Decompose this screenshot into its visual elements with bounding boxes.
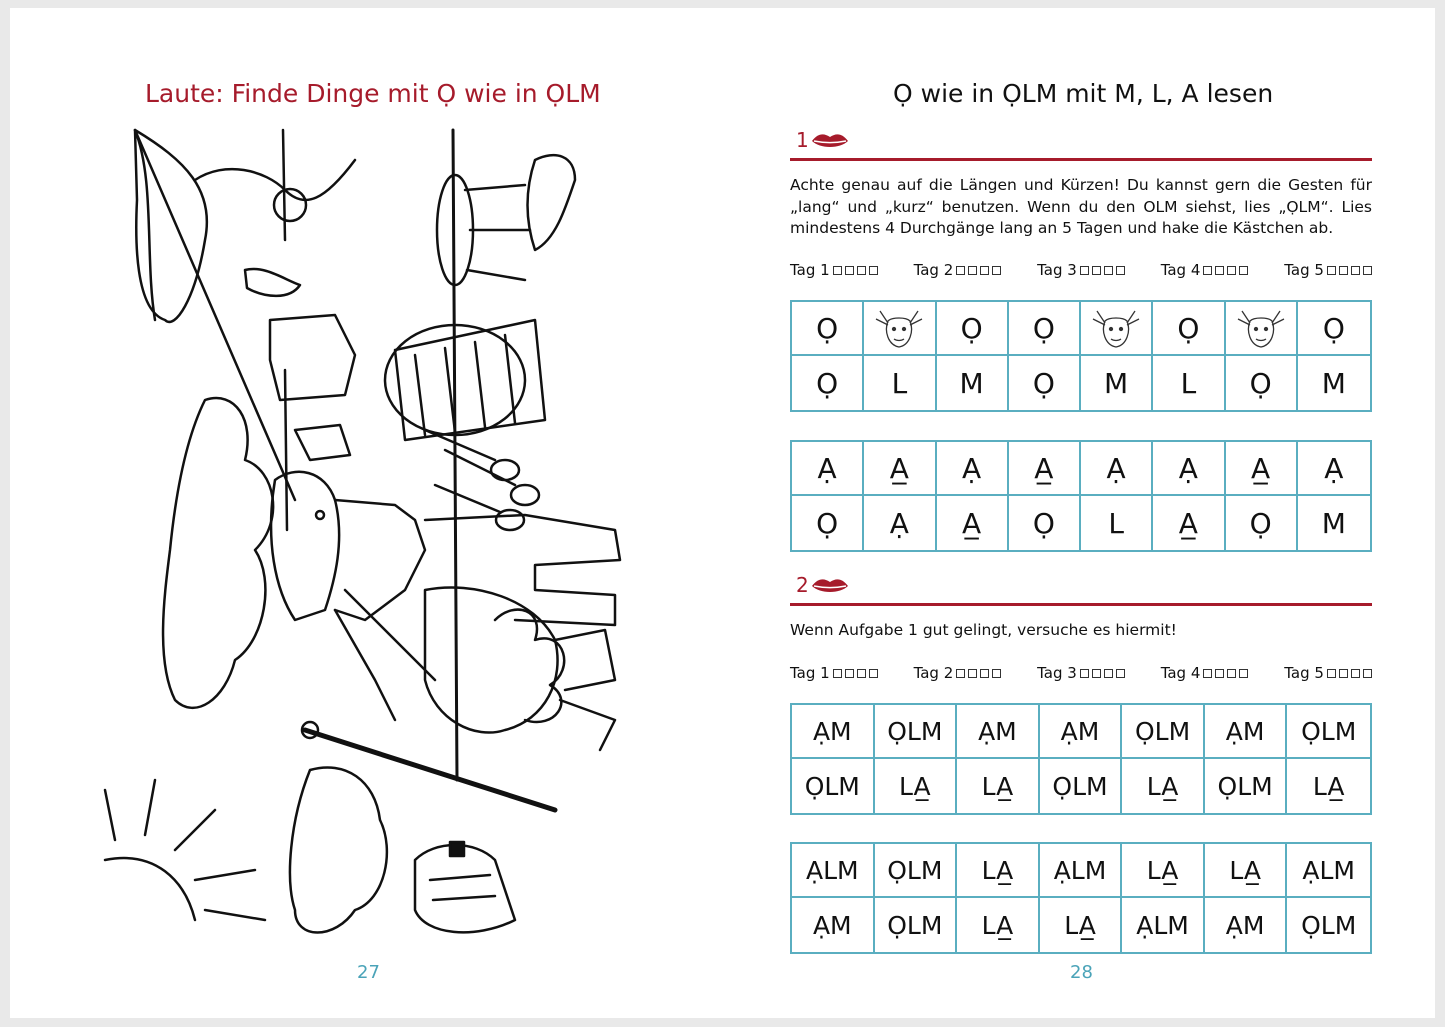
grid-cell: ỌLM	[792, 759, 875, 813]
checkbox[interactable]	[857, 266, 866, 275]
day-label: Tag 3	[1037, 261, 1077, 279]
day-label: Tag 5	[1284, 261, 1324, 279]
grid-cell: Ọ	[1009, 302, 1081, 356]
checkbox[interactable]	[1351, 266, 1360, 275]
checkbox[interactable]	[833, 669, 842, 678]
day-3-checkboxes	[1037, 664, 1125, 682]
checkbox[interactable]	[1327, 266, 1336, 275]
day-1-checkboxes	[790, 261, 878, 279]
axolotl-head-icon	[872, 305, 926, 351]
checkbox[interactable]	[1363, 266, 1372, 275]
grid-cell: Ọ	[792, 356, 864, 410]
grid-cell: ỌLM	[1040, 759, 1123, 813]
day-label: Tag 1	[790, 664, 830, 682]
camp-scene-illustration	[95, 120, 655, 950]
section-1-number: 1	[796, 128, 809, 152]
checkbox[interactable]	[869, 669, 878, 678]
grid-cell: LA̲	[875, 759, 958, 813]
checkbox[interactable]	[1239, 669, 1248, 678]
checkbox[interactable]	[869, 266, 878, 275]
day-label: Tag 3	[1037, 664, 1077, 682]
right-page-number: 28	[1070, 962, 1093, 983]
grid-cell: ỌLM	[1301, 910, 1357, 940]
axolotl-head-icon	[1089, 305, 1143, 351]
day-label: Tag 2	[913, 664, 954, 682]
grid-cell-olm	[1081, 302, 1153, 356]
checkbox[interactable]	[845, 266, 854, 275]
grid-cell: L	[864, 356, 936, 410]
grid-cell: Ạ	[864, 496, 936, 550]
checkbox[interactable]	[980, 669, 989, 678]
day-2-checkboxes	[914, 261, 1002, 279]
grid-cell: ỌLM	[875, 898, 958, 952]
checkbox[interactable]	[1327, 669, 1336, 678]
grid-cell: Ọ	[1009, 496, 1081, 550]
grid-cell: Ọ	[792, 302, 864, 356]
grid-cell: Ọ	[1226, 496, 1298, 550]
grid-cell: ỌLM	[1287, 705, 1370, 759]
grid-cell: M	[1321, 366, 1346, 400]
checkbox[interactable]	[1116, 669, 1125, 678]
checkbox[interactable]	[1203, 266, 1212, 275]
grid-cell: Ạ	[792, 442, 864, 496]
grid-cell: Ạ	[937, 442, 1009, 496]
day-5-checkboxes	[1284, 664, 1372, 682]
grid-cell: LA̲	[1312, 771, 1345, 801]
grid-cell: Ọ	[1009, 356, 1081, 410]
grid-cell: LA̲	[1205, 844, 1288, 898]
grid-cell: ẠM	[792, 705, 875, 759]
checkbox[interactable]	[968, 266, 977, 275]
checkbox[interactable]	[1351, 669, 1360, 678]
checkbox[interactable]	[980, 266, 989, 275]
grid-cell: Ọ	[1153, 302, 1225, 356]
grid-cell: ỌLM	[875, 844, 958, 898]
checkbox[interactable]	[1339, 266, 1348, 275]
grid-cell: A̲	[1226, 442, 1298, 496]
day-3-checkboxes	[1037, 261, 1125, 279]
grid-cell: Ạ	[1081, 442, 1153, 496]
grid-cell: A̲	[864, 442, 936, 496]
checkbox[interactable]	[956, 266, 965, 275]
grid-cell: L	[1081, 496, 1153, 550]
grid-cell: ẠLM	[1122, 898, 1205, 952]
day-label: Tag 2	[913, 261, 954, 279]
section-1-day-checklist	[790, 261, 1372, 279]
day-label: Tag 5	[1284, 664, 1324, 682]
checkbox[interactable]	[1080, 669, 1089, 678]
reading-grid-d	[790, 842, 1372, 954]
checkbox[interactable]	[1092, 669, 1101, 678]
grid-cell: ẠLM	[1287, 844, 1370, 898]
checkbox[interactable]	[1104, 669, 1113, 678]
checkbox[interactable]	[1080, 266, 1089, 275]
day-label: Tag 4	[1160, 261, 1201, 279]
checkbox[interactable]	[968, 669, 977, 678]
checkbox[interactable]	[956, 669, 965, 678]
grid-cell: Ọ	[937, 302, 1009, 356]
checkbox[interactable]	[1239, 266, 1248, 275]
grid-cell: ẠM	[792, 898, 875, 952]
section-2-day-checklist	[790, 664, 1372, 682]
checkbox[interactable]	[992, 669, 1001, 678]
right-page-title: Ọ wie in ỌLM mit M, L, A lesen	[893, 79, 1274, 108]
lips-icon	[810, 131, 850, 151]
left-page-number: 27	[357, 962, 380, 983]
checkbox[interactable]	[1339, 669, 1348, 678]
grid-cell: M	[1081, 356, 1153, 410]
grid-cell: Ọ	[1226, 356, 1298, 410]
day-2-checkboxes	[914, 664, 1002, 682]
checkbox[interactable]	[1203, 669, 1212, 678]
section-1-header	[790, 124, 1372, 161]
grid-cell: Ạ	[1153, 442, 1225, 496]
grid-cell: M	[937, 356, 1009, 410]
grid-cell: LA̲	[957, 898, 1040, 952]
grid-cell: A̲	[1009, 442, 1081, 496]
grid-cell: ỌLM	[875, 705, 958, 759]
day-label: Tag 1	[790, 261, 830, 279]
day-5-checkboxes	[1284, 261, 1372, 279]
grid-cell-olm	[864, 302, 936, 356]
lips-icon	[810, 576, 850, 596]
axolotl-head-icon	[1234, 305, 1288, 351]
grid-cell: ẠM	[1205, 705, 1288, 759]
checkbox[interactable]	[1104, 266, 1113, 275]
day-4-checkboxes	[1161, 261, 1249, 279]
section-2-header	[790, 569, 1372, 606]
grid-cell: LA̲	[1122, 759, 1205, 813]
section-1-instructions: Achte genau auf die Längen und Kürzen! Du kannst gern die Gesten für „lang“ und „kurz“ benutzen. Wenn du den OLM siehst, lies „ỌLM“. Lies mindestens 4 Durchgänge lang an 5 Tagen und hake die Kästchen ab.	[790, 176, 1372, 237]
checkbox[interactable]	[1227, 669, 1236, 678]
grid-cell: ỌLM	[1205, 759, 1288, 813]
grid-cell: ẠM	[1040, 705, 1123, 759]
grid-cell: ẠM	[1205, 898, 1288, 952]
grid-cell: LA̲	[957, 844, 1040, 898]
grid-cell: A̲	[937, 496, 1009, 550]
grid-cell: LA̲	[957, 759, 1040, 813]
checkbox[interactable]	[1116, 266, 1125, 275]
grid-cell: Ọ	[1298, 302, 1370, 356]
reading-grid-a	[790, 300, 1372, 412]
checkbox[interactable]	[1215, 266, 1224, 275]
grid-cell: LA̲	[1040, 898, 1123, 952]
grid-cell: L	[1153, 356, 1225, 410]
checkbox[interactable]	[1227, 266, 1236, 275]
checkbox[interactable]	[1092, 266, 1101, 275]
checkbox[interactable]	[845, 669, 854, 678]
checkbox[interactable]	[1363, 669, 1372, 678]
day-1-checkboxes	[790, 664, 878, 682]
grid-cell: ỌLM	[1122, 705, 1205, 759]
grid-cell: ẠM	[957, 705, 1040, 759]
grid-cell: M	[1321, 506, 1346, 540]
grid-cell: ẠLM	[1040, 844, 1123, 898]
left-page-title: Laute: Finde Dinge mit Ọ wie in ỌLM	[145, 79, 601, 108]
reading-grid-b	[790, 440, 1372, 552]
section-2-number: 2	[796, 573, 809, 597]
grid-cell-olm	[1226, 302, 1298, 356]
checkbox[interactable]	[857, 669, 866, 678]
grid-cell: ẠLM	[792, 844, 875, 898]
grid-cell: Ạ	[1298, 442, 1370, 496]
grid-cell: A̲	[1153, 496, 1225, 550]
grid-cell: LA̲	[1122, 844, 1205, 898]
reading-grid-c	[790, 703, 1372, 815]
checkbox[interactable]	[833, 266, 842, 275]
day-4-checkboxes	[1161, 664, 1249, 682]
section-2-instructions: Wenn Aufgabe 1 gut gelingt, versuche es hiermit!	[790, 621, 1177, 639]
checkbox[interactable]	[992, 266, 1001, 275]
day-label: Tag 4	[1160, 664, 1201, 682]
grid-cell: Ọ	[792, 496, 864, 550]
checkbox[interactable]	[1215, 669, 1224, 678]
